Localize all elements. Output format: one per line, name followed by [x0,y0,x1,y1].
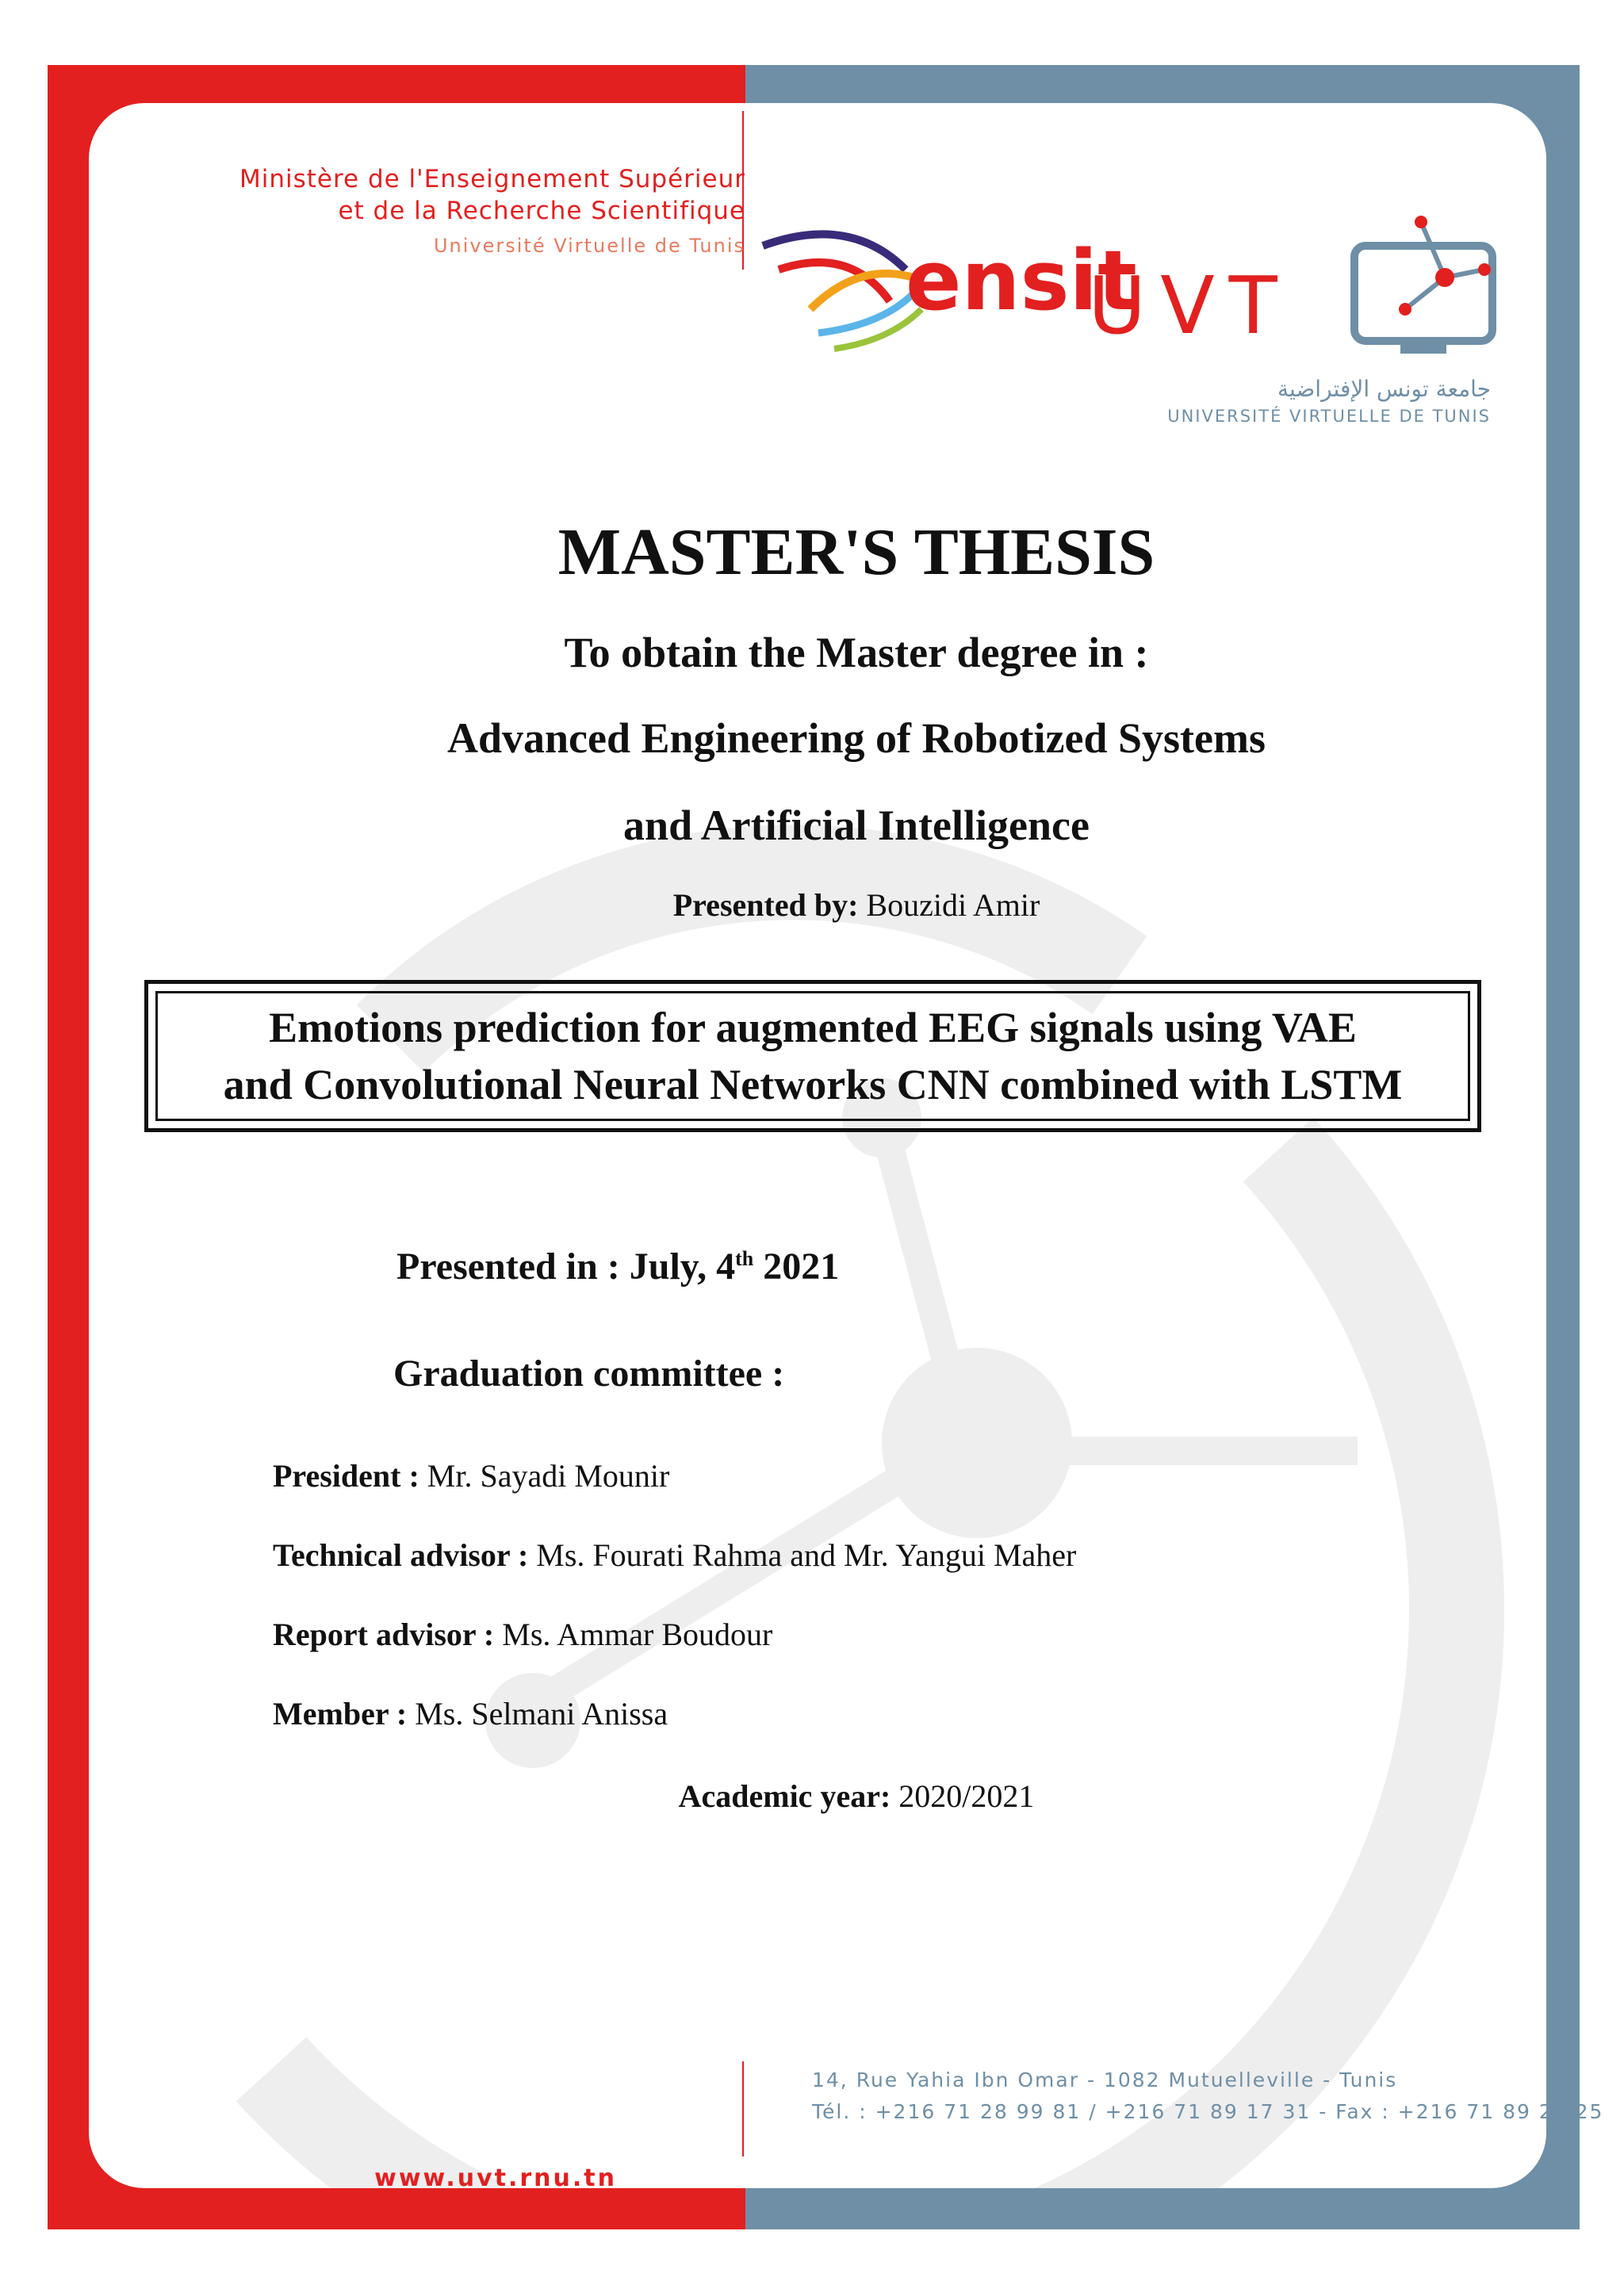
ministry-line-2: et de la Recherche Scientifique [338,197,745,225]
degree-intro: To obtain the Master degree in : [564,629,1149,676]
ministry-line-3: Université Virtuelle de Tunis [433,235,745,257]
presented-by-label: Presented by: [672,887,859,923]
committee-heading: Graduation committee : [393,1353,785,1395]
degree-line-1: Advanced Engineering of Robotized Systems [446,714,1266,762]
presented-in-label: Presented in : [396,1246,620,1288]
footer-street: 14, Rue Yahia Ibn Omar - 1082 Mutuelleville - Tunis [812,2068,1398,2091]
committee-role: President : [273,1458,419,1494]
footer-address [812,2064,1603,2128]
page-title: MASTER'S THESIS [557,515,1155,589]
academic-year [0,1777,1624,1815]
footer-url[interactable]: www.uvt.rnu.tn [374,2164,617,2188]
thesis-title-line-1: Emotions prediction for augmented EEG signals using VAE [269,1004,1357,1051]
thesis-title-line-2: and Convolutional Neural Networks CNN combined with LSTM [223,1061,1403,1108]
ensit-logo-text: ensit [906,232,1137,329]
uvt-logo-text: UVT [1088,259,1292,352]
ministry-line-1: Ministère de l'Enseignement Supérieur [239,165,745,193]
committee-name: Ms. Selmani Anissa [415,1696,668,1732]
academic-year-value: 2020/2021 [898,1778,1035,1814]
committee-role: Technical advisor : [273,1537,529,1573]
footer-phone: Tél. : +216 71 28 99 81 / +216 71 89 17 31 - Fax : +216 71 89 26 25 [812,2100,1604,2123]
presented-by-name: Bouzidi Amir [866,887,1040,923]
presented-by [0,886,1624,924]
uvt-subtitle: UNIVERSITÉ VIRTUELLE DE TUNIS [1167,407,1491,426]
committee-technical-advisor [273,1536,1076,1574]
thesis-title-box [144,980,1481,1132]
committee-role: Member : [273,1696,408,1732]
committee-member [273,1695,668,1732]
academic-year-label: Academic year: [678,1778,891,1814]
presentation-date [396,1245,839,1288]
committee-role: Report advisor : [273,1617,495,1652]
presented-in-date: July, 4th 2021 [629,1246,840,1288]
committee-name: Ms. Ammar Boudour [502,1617,773,1652]
committee-name: Ms. Fourati Rahma and Mr. Yangui Maher [536,1537,1077,1573]
committee-name: Mr. Sayadi Mounir [427,1458,670,1494]
committee-president [273,1457,669,1494]
degree-line-2: and Artificial Intelligence [623,802,1090,849]
uvt-arabic-name: جامعة تونس الإفتراضية [1277,376,1491,402]
committee-report-advisor [273,1616,772,1653]
